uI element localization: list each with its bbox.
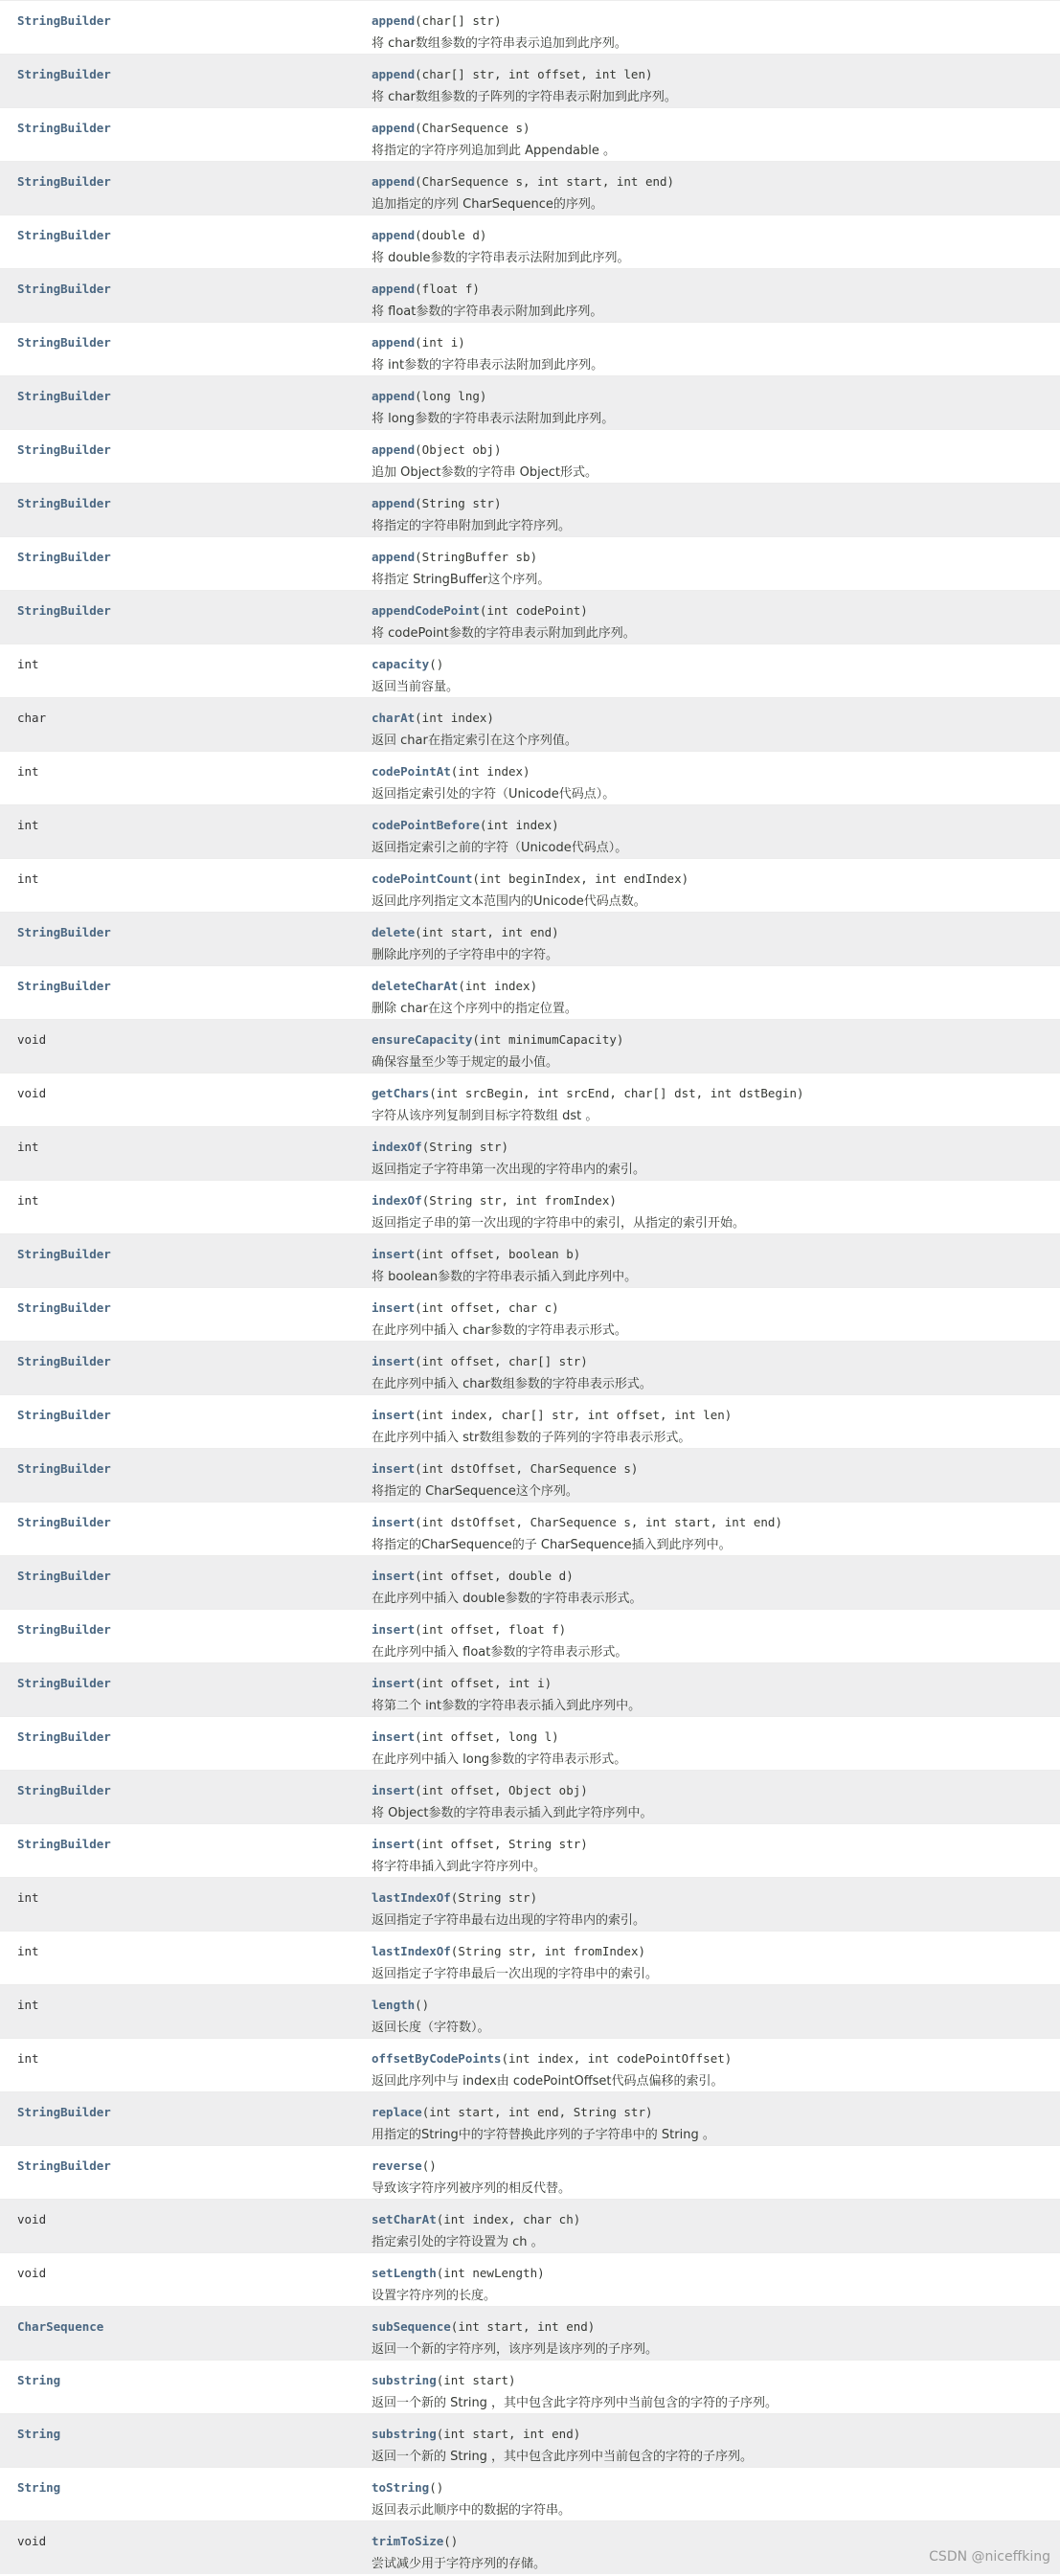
return-type: void <box>17 1086 47 1100</box>
method-name-link[interactable]: appendCodePoint <box>372 603 480 618</box>
method-description: 将指定 StringBuffer这个序列。 <box>372 573 551 587</box>
table-row <box>0 1770 1060 1823</box>
method-name-link[interactable]: append <box>372 67 416 81</box>
table-row <box>0 1448 1060 1502</box>
return-type: int <box>17 1998 39 2012</box>
method-params: (int start, int end) <box>450 2319 596 2334</box>
return-type[interactable]: StringBuilder <box>17 335 111 350</box>
table-row <box>0 2467 1060 2520</box>
method-name-link[interactable]: setCharAt <box>372 2212 437 2226</box>
method-signature <box>372 764 530 779</box>
method-name-link[interactable]: toString <box>372 2480 430 2495</box>
method-description: 将指定的 CharSequence这个序列。 <box>372 1484 578 1499</box>
table-row <box>0 1609 1060 1662</box>
method-signature <box>372 2534 458 2548</box>
method-name-link[interactable]: append <box>372 228 416 242</box>
method-description: 返回指定索引之前的字符（Unicode代码点）。 <box>372 841 628 855</box>
method-params: (int dstOffset, CharSequence s, int start, int end) <box>415 1515 782 1529</box>
table-row <box>0 1502 1060 1555</box>
method-name-link[interactable]: insert <box>372 1461 416 1476</box>
method-name-link[interactable]: append <box>372 442 416 457</box>
table-row <box>0 697 1060 751</box>
return-type: void <box>17 1032 47 1047</box>
table-row <box>0 2520 1060 2574</box>
return-type[interactable]: StringBuilder <box>17 1247 111 1261</box>
return-type[interactable]: StringBuilder <box>17 496 111 510</box>
method-params: (int index, int codePointOffset) <box>501 2051 733 2066</box>
method-params: (int i) <box>415 335 465 350</box>
method-params: (StringBuffer sb) <box>415 550 538 564</box>
method-params: (int index, char ch) <box>436 2212 581 2226</box>
table-row <box>0 644 1060 697</box>
table-row <box>0 1823 1060 1877</box>
method-signature <box>372 550 537 564</box>
method-signature <box>372 979 537 993</box>
method-name-link[interactable]: trimToSize <box>372 2534 444 2548</box>
method-signature <box>372 496 501 510</box>
return-type: void <box>17 2212 47 2226</box>
return-type: int <box>17 764 39 779</box>
method-description: 确保容量至少等于规定的最小值。 <box>372 1055 559 1070</box>
table-row <box>0 1019 1060 1073</box>
method-name-link[interactable]: reverse <box>372 2158 422 2173</box>
table-row <box>0 751 1060 804</box>
method-params: (CharSequence s, int start, int end) <box>415 174 675 189</box>
method-description: 将 Object参数的字符串表示插入到此字符序列中。 <box>372 1806 653 1820</box>
method-description: 将指定的字符串附加到此字符序列。 <box>372 519 572 533</box>
method-name-link[interactable]: append <box>372 174 416 189</box>
return-type[interactable]: StringBuilder <box>17 174 111 189</box>
table-row <box>0 2413 1060 2467</box>
return-type[interactable]: StringBuilder <box>17 925 111 939</box>
method-signature <box>372 2051 732 2066</box>
method-signature <box>372 1461 638 1476</box>
table-row <box>0 215 1060 268</box>
method-description: 返回指定索引处的字符（Unicode代码点）。 <box>372 787 616 802</box>
method-description: 导致该字符序列被序列的相反代替。 <box>372 2181 572 2196</box>
method-signature <box>372 13 501 28</box>
method-description: 用指定的String中的字符替换此序列的子字符串中的 String 。 <box>372 2128 715 2142</box>
method-params: (char[] str) <box>415 13 502 28</box>
method-description: 返回长度（字符数）。 <box>372 2021 490 2035</box>
method-name-link[interactable]: ensureCapacity <box>372 1032 473 1047</box>
table-row <box>0 1233 1060 1287</box>
method-params: (int index) <box>458 979 538 993</box>
method-name-link[interactable]: codePointAt <box>372 764 451 779</box>
method-description: 追加 Object参数的字符串 Object形式。 <box>372 465 598 480</box>
method-name-link[interactable]: append <box>372 13 416 28</box>
return-type: int <box>17 1944 39 1958</box>
method-name-link[interactable]: insert <box>372 1569 416 1583</box>
method-name-link[interactable]: substring <box>372 2373 437 2387</box>
method-description: 将字符串插入到此字符序列中。 <box>372 1860 547 1874</box>
method-description: 返回 char在指定索引在这个序列值。 <box>372 734 577 748</box>
return-type[interactable]: StringBuilder <box>17 1300 111 1315</box>
method-signature <box>372 1890 537 1905</box>
method-params: () <box>429 2480 444 2495</box>
method-params: (int start) <box>436 2373 516 2387</box>
method-params: (int offset, long l) <box>415 1729 559 1744</box>
method-description: 返回指定子字符串最右边出现的字符串内的索引。 <box>372 1913 646 1928</box>
method-description: 返回一个新的 String ，其中包含此序列中当前包含的字符的子序列。 <box>372 2450 754 2464</box>
return-type[interactable]: StringBuilder <box>17 1569 111 1583</box>
method-name-link[interactable]: insert <box>372 1247 416 1261</box>
method-description: 在此序列中插入 str数组参数的子阵列的字符串表示形式。 <box>372 1431 691 1445</box>
table-row <box>0 2145 1060 2199</box>
table-row <box>0 375 1060 429</box>
method-signature <box>372 282 480 296</box>
return-type: int <box>17 818 39 832</box>
table-row <box>0 1073 1060 1126</box>
return-type: void <box>17 2534 47 2548</box>
method-signature <box>372 925 559 939</box>
method-description: 删除此序列的子字符串中的字符。 <box>372 948 559 962</box>
method-params: (long lng) <box>415 389 487 403</box>
return-type[interactable]: StringBuilder <box>17 1515 111 1529</box>
method-signature <box>372 1193 617 1208</box>
method-params: (int codePoint) <box>479 603 588 618</box>
method-signature <box>372 121 530 135</box>
method-params: (float f) <box>415 282 480 296</box>
method-name-link[interactable]: codePointBefore <box>372 818 480 832</box>
method-signature <box>372 2105 653 2119</box>
method-params: (int srcBegin, int srcEnd, char[] dst, int dstBegin) <box>429 1086 804 1100</box>
table-row <box>0 2199 1060 2252</box>
method-params: (int index, char[] str, int offset, int len) <box>415 1408 733 1422</box>
table-row <box>0 1555 1060 1609</box>
method-params: (int index) <box>415 711 494 725</box>
return-type: int <box>17 1890 39 1905</box>
method-signature <box>372 1247 580 1261</box>
method-description: 返回一个新的 String ，其中包含此字符序列中当前包含的字符的子序列。 <box>372 2396 778 2410</box>
table-row <box>0 1716 1060 1770</box>
method-signature <box>372 2212 580 2226</box>
method-name-link[interactable]: lastIndexOf <box>372 1944 451 1958</box>
method-params: (int index) <box>479 818 559 832</box>
method-description: 返回指定子字符串最后一次出现的字符串中的索引。 <box>372 1967 659 1981</box>
return-type: void <box>17 2266 47 2280</box>
table-row <box>0 1126 1060 1180</box>
method-name-link[interactable]: insert <box>372 1676 416 1690</box>
method-params: (int offset, char c) <box>415 1300 559 1315</box>
return-type: int <box>17 2051 39 2066</box>
return-type: int <box>17 871 39 886</box>
method-signature <box>372 1569 574 1583</box>
method-description: 将 boolean参数的字符串表示插入到此序列中。 <box>372 1270 638 1284</box>
method-params: (int minimumCapacity) <box>472 1032 624 1047</box>
method-description: 将第二个 int参数的字符串表示插入到此序列中。 <box>372 1699 642 1713</box>
method-signature <box>372 228 486 242</box>
method-name-link[interactable]: codePointCount <box>372 871 473 886</box>
method-description: 将 long参数的字符串表示法附加到此序列。 <box>372 412 615 426</box>
method-signature <box>372 2427 580 2441</box>
method-description: 将指定的字符序列追加到此 Appendable 。 <box>372 144 616 158</box>
return-type[interactable]: StringBuilder <box>17 550 111 564</box>
return-type[interactable]: StringBuilder <box>17 2105 111 2119</box>
method-signature <box>372 2480 443 2495</box>
table-row <box>0 804 1060 858</box>
method-name-link[interactable]: lastIndexOf <box>372 1890 451 1905</box>
method-signature <box>372 442 501 457</box>
method-name-link[interactable]: insert <box>372 1729 416 1744</box>
method-description: 尝试减少用于字符序列的存储。 <box>372 2557 547 2571</box>
table-row <box>0 1984 1060 2038</box>
table-row <box>0 1341 1060 1394</box>
table-row <box>0 2091 1060 2145</box>
method-params: (String str) <box>421 1140 508 1154</box>
method-name-link[interactable]: replace <box>372 2105 422 2119</box>
return-type[interactable]: StringBuilder <box>17 979 111 993</box>
table-row <box>0 1394 1060 1448</box>
method-name-link[interactable]: offsetByCodePoints <box>372 2051 502 2066</box>
table-row <box>0 2252 1060 2306</box>
method-params: (double d) <box>415 228 487 242</box>
method-signature <box>372 1676 552 1690</box>
table-row <box>0 2360 1060 2413</box>
method-name-link[interactable]: deleteCharAt <box>372 979 459 993</box>
method-description: 在此序列中插入 long参数的字符串表示形式。 <box>372 1752 627 1767</box>
method-signature <box>372 174 674 189</box>
table-row <box>0 107 1060 161</box>
method-description: 将 double参数的字符串表示法附加到此序列。 <box>372 251 630 265</box>
method-name-link[interactable]: indexOf <box>372 1140 422 1154</box>
method-name-link[interactable]: insert <box>372 1622 416 1637</box>
return-type: int <box>17 1193 39 1208</box>
table-row <box>0 322 1060 375</box>
table-row <box>0 1662 1060 1716</box>
return-type[interactable]: StringBuilder <box>17 1837 111 1851</box>
method-params: (String str) <box>450 1890 538 1905</box>
method-params: () <box>429 657 444 671</box>
method-signature <box>372 1837 588 1851</box>
method-name-link[interactable]: insert <box>372 1408 416 1422</box>
method-name-link[interactable]: length <box>372 1998 416 2012</box>
method-description: 删除 char在这个序列中的指定位置。 <box>372 1002 577 1016</box>
method-signature <box>372 711 494 725</box>
method-signature <box>372 335 465 350</box>
method-signature <box>372 1515 782 1529</box>
table-row <box>0 268 1060 322</box>
method-params: (String str, int fromIndex) <box>421 1193 617 1208</box>
return-type[interactable]: StringBuilder <box>17 1461 111 1476</box>
method-description: 将 int参数的字符串表示法附加到此序列。 <box>372 358 604 373</box>
method-name-link[interactable]: append <box>372 389 416 403</box>
method-description: 返回此序列中与 index由 codePointOffset代码点偏移的索引。 <box>372 2074 724 2089</box>
method-name-link[interactable]: capacity <box>372 657 430 671</box>
return-type[interactable]: StringBuilder <box>17 121 111 135</box>
method-signature <box>372 871 688 886</box>
return-type: int <box>17 1140 39 1154</box>
method-params: (int offset, Object obj) <box>415 1783 588 1797</box>
return-type: char <box>17 711 47 725</box>
method-description: 返回指定子串的第一次出现的字符串中的索引，从指定的索引开始。 <box>372 1216 746 1231</box>
table-row <box>0 1877 1060 1931</box>
method-name-link[interactable]: setLength <box>372 2266 437 2280</box>
table-row <box>0 858 1060 912</box>
table-row <box>0 2306 1060 2360</box>
table-row <box>0 483 1060 536</box>
method-description: 将 codePoint参数的字符串表示附加到此序列。 <box>372 626 636 641</box>
table-row <box>0 0 1060 54</box>
method-signature <box>372 1998 429 2012</box>
table-row <box>0 590 1060 644</box>
return-type[interactable]: StringBuilder <box>17 603 111 618</box>
return-type[interactable]: StringBuilder <box>17 442 111 457</box>
return-type: int <box>17 657 39 671</box>
method-signature <box>372 1354 588 1368</box>
method-name-link[interactable]: append <box>372 282 416 296</box>
method-params: (String str) <box>415 496 502 510</box>
method-params: (int offset, String str) <box>415 1837 588 1851</box>
method-name-link[interactable]: insert <box>372 1783 416 1797</box>
return-type[interactable]: String <box>17 2373 61 2387</box>
method-name-link[interactable]: insert <box>372 1515 416 1529</box>
return-type[interactable]: String <box>17 2427 61 2441</box>
table-row <box>0 161 1060 215</box>
method-signature <box>372 2158 437 2173</box>
method-description: 返回指定子字符串第一次出现的字符串内的索引。 <box>372 1163 646 1177</box>
table-row <box>0 1931 1060 1984</box>
method-name-link[interactable]: append <box>372 496 416 510</box>
method-signature <box>372 603 588 618</box>
method-signature <box>372 1408 732 1422</box>
method-params: (int start, int end) <box>415 925 559 939</box>
method-signature <box>372 2319 595 2334</box>
method-description: 将指定的CharSequence的子 CharSequence插入到此序列中。 <box>372 1538 732 1552</box>
table-row <box>0 429 1060 483</box>
return-type[interactable]: StringBuilder <box>17 1729 111 1744</box>
method-params: (char[] str, int offset, int len) <box>415 67 653 81</box>
method-signature <box>372 1783 588 1797</box>
method-params: (int index) <box>450 764 530 779</box>
method-params: (int offset, float f) <box>415 1622 567 1637</box>
method-params: (int offset, double d) <box>415 1569 574 1583</box>
method-name-link[interactable]: insert <box>372 1837 416 1851</box>
method-description: 指定索引处的字符设置为 ch 。 <box>372 2235 544 2249</box>
method-name-link[interactable]: insert <box>372 1354 416 1368</box>
return-type[interactable]: StringBuilder <box>17 1783 111 1797</box>
method-name-link[interactable]: getChars <box>372 1086 430 1100</box>
method-name-link[interactable]: charAt <box>372 711 416 725</box>
method-params: (CharSequence s) <box>415 121 530 135</box>
method-params: (int offset, boolean b) <box>415 1247 581 1261</box>
return-type[interactable]: StringBuilder <box>17 1622 111 1637</box>
method-description: 返回表示此顺序中的数据的字符串。 <box>372 2503 572 2518</box>
method-name-link[interactable]: insert <box>372 1300 416 1315</box>
method-params: () <box>443 2534 459 2548</box>
return-type[interactable]: StringBuilder <box>17 282 111 296</box>
table-row <box>0 1180 1060 1233</box>
method-description: 在此序列中插入 char参数的字符串表示形式。 <box>372 1323 627 1338</box>
method-description: 将 char数组参数的子阵列的字符串表示附加到此序列。 <box>372 90 677 104</box>
method-params: (String str, int fromIndex) <box>450 1944 645 1958</box>
method-name-link[interactable]: append <box>372 121 416 135</box>
method-signature <box>372 818 559 832</box>
method-signature <box>372 2266 545 2280</box>
method-signature <box>372 1729 559 1744</box>
method-description: 设置字符序列的长度。 <box>372 2289 497 2303</box>
method-description: 返回此序列指定文本范围内的Unicode代码点数。 <box>372 894 646 909</box>
method-name-link[interactable]: append <box>372 335 416 350</box>
method-description: 返回当前容量。 <box>372 680 460 694</box>
method-params: (int newLength) <box>436 2266 545 2280</box>
method-name-link[interactable]: substring <box>372 2427 437 2441</box>
return-type[interactable]: StringBuilder <box>17 389 111 403</box>
table-row <box>0 912 1060 965</box>
method-params: (int start, int end, String str) <box>421 2105 653 2119</box>
method-description: 将 float参数的字符串表示附加到此序列。 <box>372 305 603 319</box>
table-row <box>0 2038 1060 2091</box>
method-params: () <box>415 1998 430 2012</box>
method-params: (Object obj) <box>415 442 502 457</box>
method-params: (int start, int end) <box>436 2427 581 2441</box>
return-type[interactable]: CharSequence <box>17 2319 104 2334</box>
method-signature <box>372 1944 645 1958</box>
method-params: (int beginIndex, int endIndex) <box>472 871 689 886</box>
return-type[interactable]: String <box>17 2480 61 2495</box>
method-description: 在此序列中插入 float参数的字符串表示形式。 <box>372 1645 628 1660</box>
method-params: (int offset, int i) <box>415 1676 553 1690</box>
method-description: 字符从该序列复制到目标字符数组 dst 。 <box>372 1109 598 1123</box>
method-params: () <box>421 2158 437 2173</box>
method-description: 在此序列中插入 double参数的字符串表示形式。 <box>372 1592 643 1606</box>
return-type[interactable]: StringBuilder <box>17 1676 111 1690</box>
method-description: 将 char数组参数的字符串表示追加到此序列。 <box>372 36 627 51</box>
return-type[interactable]: StringBuilder <box>17 228 111 242</box>
method-params: (int offset, char[] str) <box>415 1354 588 1368</box>
method-signature <box>372 67 653 81</box>
method-signature <box>372 1622 566 1637</box>
return-type[interactable]: StringBuilder <box>17 13 111 28</box>
method-params: (int dstOffset, CharSequence s) <box>415 1461 639 1476</box>
method-signature <box>372 1032 623 1047</box>
return-type[interactable]: StringBuilder <box>17 1408 111 1422</box>
table-row <box>0 1287 1060 1341</box>
watermark: CSDN @niceffking <box>929 2549 1050 2565</box>
method-name-link[interactable]: append <box>372 550 416 564</box>
method-name-link[interactable]: indexOf <box>372 1193 422 1208</box>
method-description: 返回一个新的字符序列，该序列是该序列的子序列。 <box>372 2342 659 2357</box>
method-signature <box>372 1140 508 1154</box>
return-type[interactable]: StringBuilder <box>17 67 111 81</box>
method-signature <box>372 1086 804 1100</box>
method-signature <box>372 657 443 671</box>
table-row <box>0 536 1060 590</box>
table-row <box>0 965 1060 1019</box>
method-signature <box>372 389 486 403</box>
method-signature <box>372 1300 559 1315</box>
method-name-link[interactable]: subSequence <box>372 2319 451 2334</box>
return-type[interactable]: StringBuilder <box>17 2158 111 2173</box>
table-row <box>0 54 1060 107</box>
return-type[interactable]: StringBuilder <box>17 1354 111 1368</box>
method-description: 在此序列中插入 char数组参数的字符串表示形式。 <box>372 1377 652 1391</box>
method-name-link[interactable]: delete <box>372 925 416 939</box>
method-description: 追加指定的序列 CharSequence的序列。 <box>372 197 603 212</box>
method-signature <box>372 2373 516 2387</box>
